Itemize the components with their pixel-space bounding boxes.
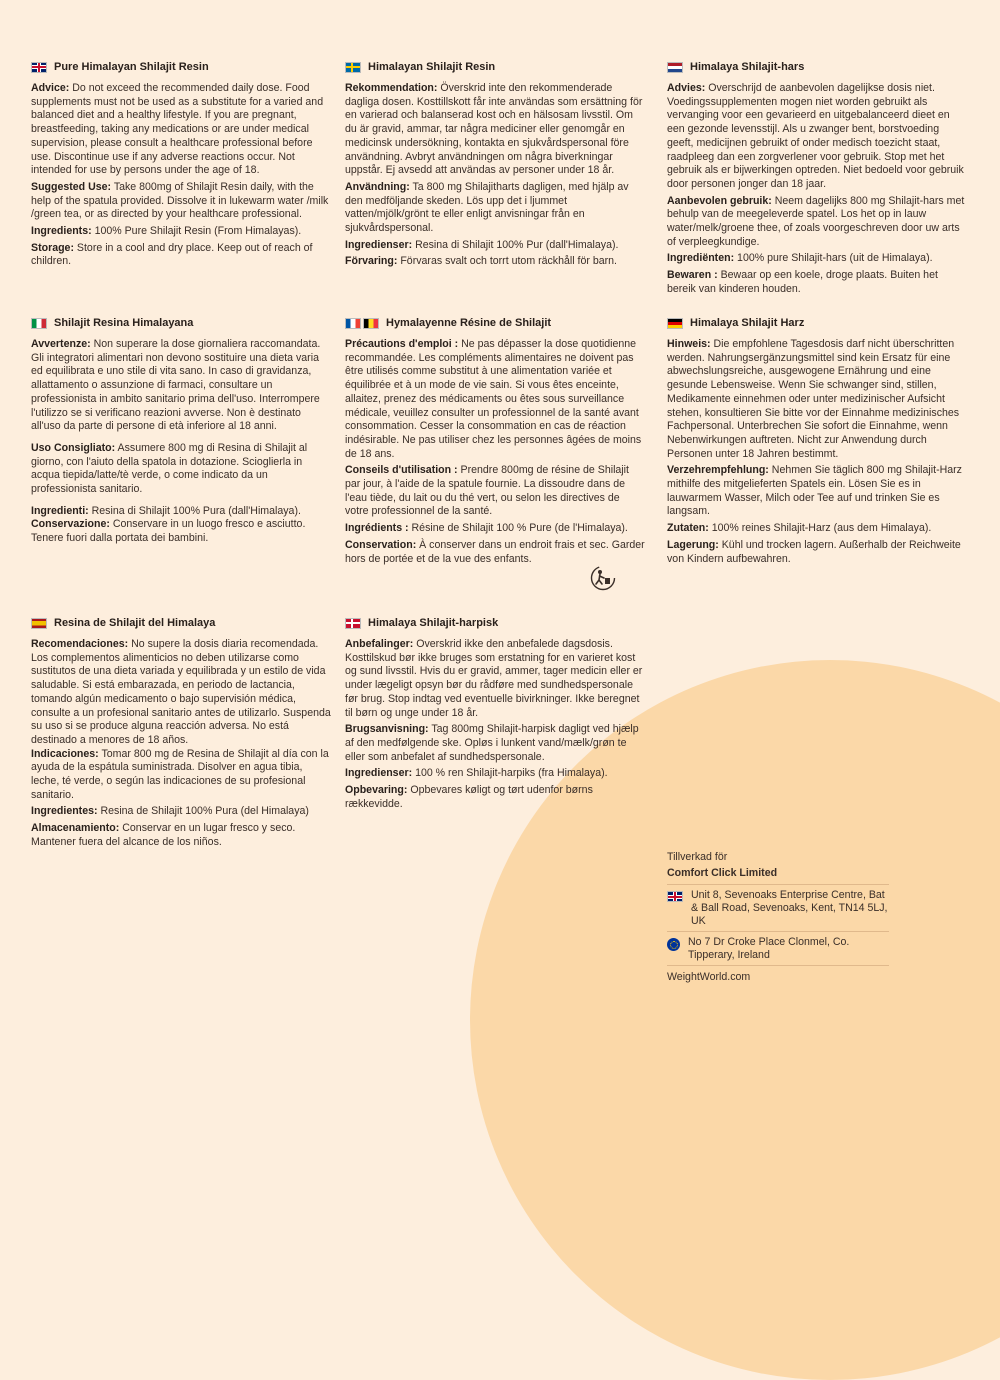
france-flag-icon	[345, 318, 361, 329]
advice-paragraph: Avvertenze: Non superare la dose giornaliera raccomandata. Gli integratori alimentari non devono sostituire una dieta varia ed equilibrata e uno stile di vita sano. In caso di gravidanza, allattamento o assunzione di farmaci, consultare un professionista in ambito sanitario prima dell'uso. Interrompere l'utilizzo se si verificano reazioni avverse. Non è destinato all'uso da parte di persone di età inferiore al 18 anni.	[31, 338, 321, 433]
block-es	[31, 617, 331, 853]
company-name: Comfort Click Limited	[667, 867, 778, 879]
section-heading	[345, 617, 645, 629]
storage-paragraph: Förvaring: Förvaras svalt och torrt utom räckhåll för barn.	[345, 255, 617, 268]
storage-paragraph: Opbevaring: Opbevares køligt og tørt udenfor børns rækkevidde.	[345, 784, 593, 810]
block-sv	[345, 61, 645, 272]
section-title: Resina de Shilajit del Himalaya	[54, 617, 216, 629]
italy-flag-icon	[31, 318, 47, 329]
website-text[interactable]: WeightWorld.com	[667, 965, 889, 984]
spain-flag-icon	[31, 618, 47, 629]
storage-paragraph: Storage: Store in a cool and dry place. Keep out of reach of children.	[31, 241, 313, 268]
storage-paragraph: Lagerung: Kühl und trocken lagern. Außerhalb der Reichweite von Kindern aufbewahren.	[667, 538, 961, 565]
uk-address-text: Unit 8, Sevenoaks Enterprise Centre, Bat & Ball Road, Sevenoaks, Kent, TN14 5LJ, UK	[691, 889, 888, 927]
section-title: Himalaya Shilajit-hars	[690, 61, 805, 73]
eu-address	[667, 931, 889, 965]
section-heading	[31, 317, 331, 329]
advice-paragraph: Anbefalinger: Overskrid ikke den anbefalede dagsdosis. Kosttilskud bør ikke bruges som erstatning for en varieret kost og sund livsstil. Hvis du er gravid, ammer, tager medicin eller er under lægeligt opsyn bør du rådføre med sundhedspersonale før brug. Stop indtag ved eventuelle bivirkninger. Ikke beregnet til børn og unge under 18 år.	[345, 638, 643, 719]
manufacturer-info	[667, 851, 889, 984]
storage-paragraph: Almacenamiento: Conservar en un lugar fresco y seco. Mantener fuera del alcance de los niños.	[31, 822, 296, 848]
block-fr	[345, 317, 645, 569]
block-nl	[667, 61, 967, 300]
usage-paragraph: Brugsanvisning: Tag 800mg Shilajit-harpisk dagligt ved hjælp af den medfølgende ske. Opløs i lunkent vand/mælk/grøn te eller som anbefalet af sundhedspersonale.	[345, 723, 639, 763]
usage-paragraph: Aanbevolen gebruik: Neem dagelijks 800 mg Shilajit-hars met behulp van de meegeleverde spatel. Los het op in lauw water/melk/groene thee, of zoals voorgeschreven door uw arts of verpleegkundige.	[667, 194, 965, 248]
section-title: Hymalayenne Résine de Shilajit	[386, 317, 552, 329]
ingredients-paragraph: Ingredientes: Resina de Shilajit 100% Pura (del Himalaya)	[31, 805, 309, 818]
netherlands-flag-icon	[667, 62, 683, 73]
storage-paragraph: Conservation: À conserver dans un endroit frais et sec. Garder hors de portée et de la vue des enfants.	[345, 538, 645, 565]
block-de	[667, 317, 967, 569]
block-da	[345, 617, 645, 814]
section-title: Himalaya Shilajit Harz	[690, 317, 805, 329]
storage-paragraph: Bewaren : Bewaar op een koele, droge plaats. Buiten het bereik van kinderen houden.	[667, 269, 938, 295]
ingredients-paragraph: Zutaten: 100% reines Shilajit-Harz (aus dem Himalaya).	[667, 522, 932, 535]
advice-paragraph: Recomendaciones: No supere la dosis diaria recomendada. Los complementos alimenticios no deben utilizarse como sustitutos de una dieta variada y equilibrada y un estilo de vida saludable. Si está embarazada, en periodo de lactancia, tomando algún medicamento o bajo supervisión médica, consulte a un profesional sanitario antes de utilizarlo. Suspenda su uso si se produce alguna reacción adversa. No está destinado a menores de 18 años.	[31, 638, 331, 746]
denmark-flag-icon	[345, 618, 361, 629]
eu-address-text: No 7 Dr Croke Place Clonmel, Co. Tipperary, Ireland	[688, 936, 850, 961]
advice-paragraph: Advice: Do not exceed the recommended daily dose. Food supplements must not be used as a substitute for a varied and balanced diet and a healthy lifestyle. If you are pregnant, breastfeeding, taking any medications or are under medical supervision, please consult a healthcare professional before use. Discontinue use if any adverse reactions occur. Not intended for use by persons under the age of 18.	[31, 82, 324, 177]
section-title: Pure Himalayan Shilajit Resin	[54, 61, 209, 73]
usage-paragraph: Verzehrempfehlung: Nehmen Sie täglich 800 mg Shilajit-Harz mithilfe des mitgelieferten Spatels ein. Lösen Sie es in lauwarmem Wasser, Milch oder Tee auf und trinken Sie es langsam.	[667, 464, 962, 518]
tidyman-recycle-icon	[590, 565, 616, 591]
ingredients-paragraph: Ingredienser: Resina di Shilajit 100% Pur (dall'Himalaya).	[345, 238, 619, 251]
uk-address	[667, 884, 889, 931]
uk-flag-icon	[667, 891, 683, 902]
section-heading	[667, 317, 967, 329]
block-en	[31, 61, 331, 272]
advice-paragraph: Précautions d'emploi : Ne pas dépasser la dose quotidienne recommandée. Les compléments alimentaires ne doivent pas être utilisés comme substitut à une alimentation variée et équilibrée et à un mode de vie sain. Si vous êtes enceinte, allaitez, prenez des médicaments ou êtes sous surveillance médicale, veuillez consulter un professionnel de la santé avant consommation. Cesser la consommation en cas de réaction indésirable. Ne pas utiliser chez les personnes âgées de moins de 18 ans.	[345, 338, 642, 460]
ingredients-paragraph: Ingredienti: Resina di Shilajit 100% Pura (dall'Himalaya).	[31, 504, 301, 517]
section-heading	[345, 61, 645, 73]
section-heading	[345, 317, 645, 329]
usage-paragraph: Indicaciones: Tomar 800 mg de Resina de Shilajit al día con la ayuda de la espátula suministrada. Disolver en agua tibia, leche, té verde, o según las indicaciones de su profesional sanitario.	[31, 747, 329, 801]
sweden-flag-icon	[345, 62, 361, 73]
usage-paragraph: Uso Consigliato: Assumere 800 mg di Resina di Shilajit al giorno, con l'aiuto della spatola in dotazione. Scioglierla in acqua tiepida/latte/tè verde, o come indicato da un professionista sanitario.	[31, 441, 308, 496]
germany-flag-icon	[667, 318, 683, 329]
section-title: Himalayan Shilajit Resin	[368, 61, 496, 73]
made-for-label: Tillverkad för	[667, 851, 728, 863]
ingredients-paragraph: Ingrédients : Résine de Shilajit 100 % Pure (de l'Himalaya).	[345, 522, 628, 535]
ingredients-paragraph: Ingredients: 100% Pure Shilajit Resin (From Himalayas).	[31, 225, 302, 238]
uk-flag-icon	[31, 62, 47, 73]
section-heading	[31, 617, 331, 629]
usage-paragraph: Användning: Ta 800 mg Shilajitharts dagligen, med hjälp av den medföljande skeden. Lös upp det i ljummet vatten/mjölk/grönt te eller enligt anvisningar från en sjukvårdspersonal.	[345, 180, 629, 235]
ingredients-paragraph: Ingrediënten: 100% pure Shilajit-hars (uit de Himalaya).	[667, 252, 933, 265]
belgium-flag-icon	[363, 318, 379, 329]
block-it	[31, 317, 331, 549]
section-heading	[31, 61, 331, 73]
usage-paragraph: Suggested Use: Take 800mg of Shilajit Resin daily, with the help of the spatula provided. Dissolve it in lukewarm water /milk /green tea, or as directed by your healthcare professional.	[31, 180, 329, 221]
section-title: Himalaya Shilajit-harpisk	[368, 617, 499, 629]
advice-paragraph: Hinweis: Die empfohlene Tagesdosis darf nicht überschritten werden. Nahrungsergänzungsmittel sind kein Ersatz für eine abwechslungsreiche, ausgewogene Ernährung und eine gesunde Lebensweise. Wenn Sie schwanger sind, stillen, Medikamente einnehmen oder unter medizinischer Aufsicht stehen, konsultieren Sie bitte vor der Einnahme medizinisches Fachpersonal. Unterbrechen Sie sofort die Einnahme, wenn Nebenwirkungen auftreten. Nicht zur Anwendung durch Personen unter 18 Jahren bestimmt.	[667, 338, 960, 460]
advice-paragraph: Rekommendation: Överskrid inte den rekommenderade dagliga dosen. Kosttillskott får inte användas som ersättning för en varierad och balanserad kost och en hälsosam livsstil. Om du är gravid, ammar, tar några mediciner eller genomgår en medicinsk undersökning, kontakta en sjukvårdspersonal före användning. Avbryt användningen om några biverkningar uppstår. Ej avsedd att användas av personer under 18 år.	[345, 82, 643, 177]
storage-paragraph: Conservazione: Conservare in un luogo fresco e asciutto. Tenere fuori dalla portata dei bambini.	[31, 518, 306, 545]
advice-paragraph: Advies: Overschrijd de aanbevolen dagelijkse dosis niet. Voedingssupplementen mogen niet worden gebruikt als vervanging voor een gevarieerd en uitgebalanceerd dieet en een gezonde levensstijl. Als u zwanger bent, borstvoeding geeft, medicijnen gebruikt of onder medisch toezicht staat, raadpleeg dan een zorgverlener voor gebruik. Stop met het gebruik als er bijwerkingen optreden. Niet bedoeld voor gebruik door personen jonger dan 18 jaar.	[667, 82, 964, 190]
section-heading	[667, 61, 967, 73]
eu-flag-icon	[667, 938, 680, 951]
ingredients-paragraph: Ingredienser: 100 % ren Shilajit-harpiks (fra Himalaya).	[345, 767, 608, 780]
section-title: Shilajit Resina Himalayana	[54, 317, 194, 329]
usage-paragraph: Conseils d'utilisation : Prendre 800mg de résine de Shilajit par jour, à l'aide de la spatule fournie. La dissoudre dans de l'eau tiède, du lait ou du thé vert, ou selon les directives de votre professionnel de la santé.	[345, 464, 629, 518]
